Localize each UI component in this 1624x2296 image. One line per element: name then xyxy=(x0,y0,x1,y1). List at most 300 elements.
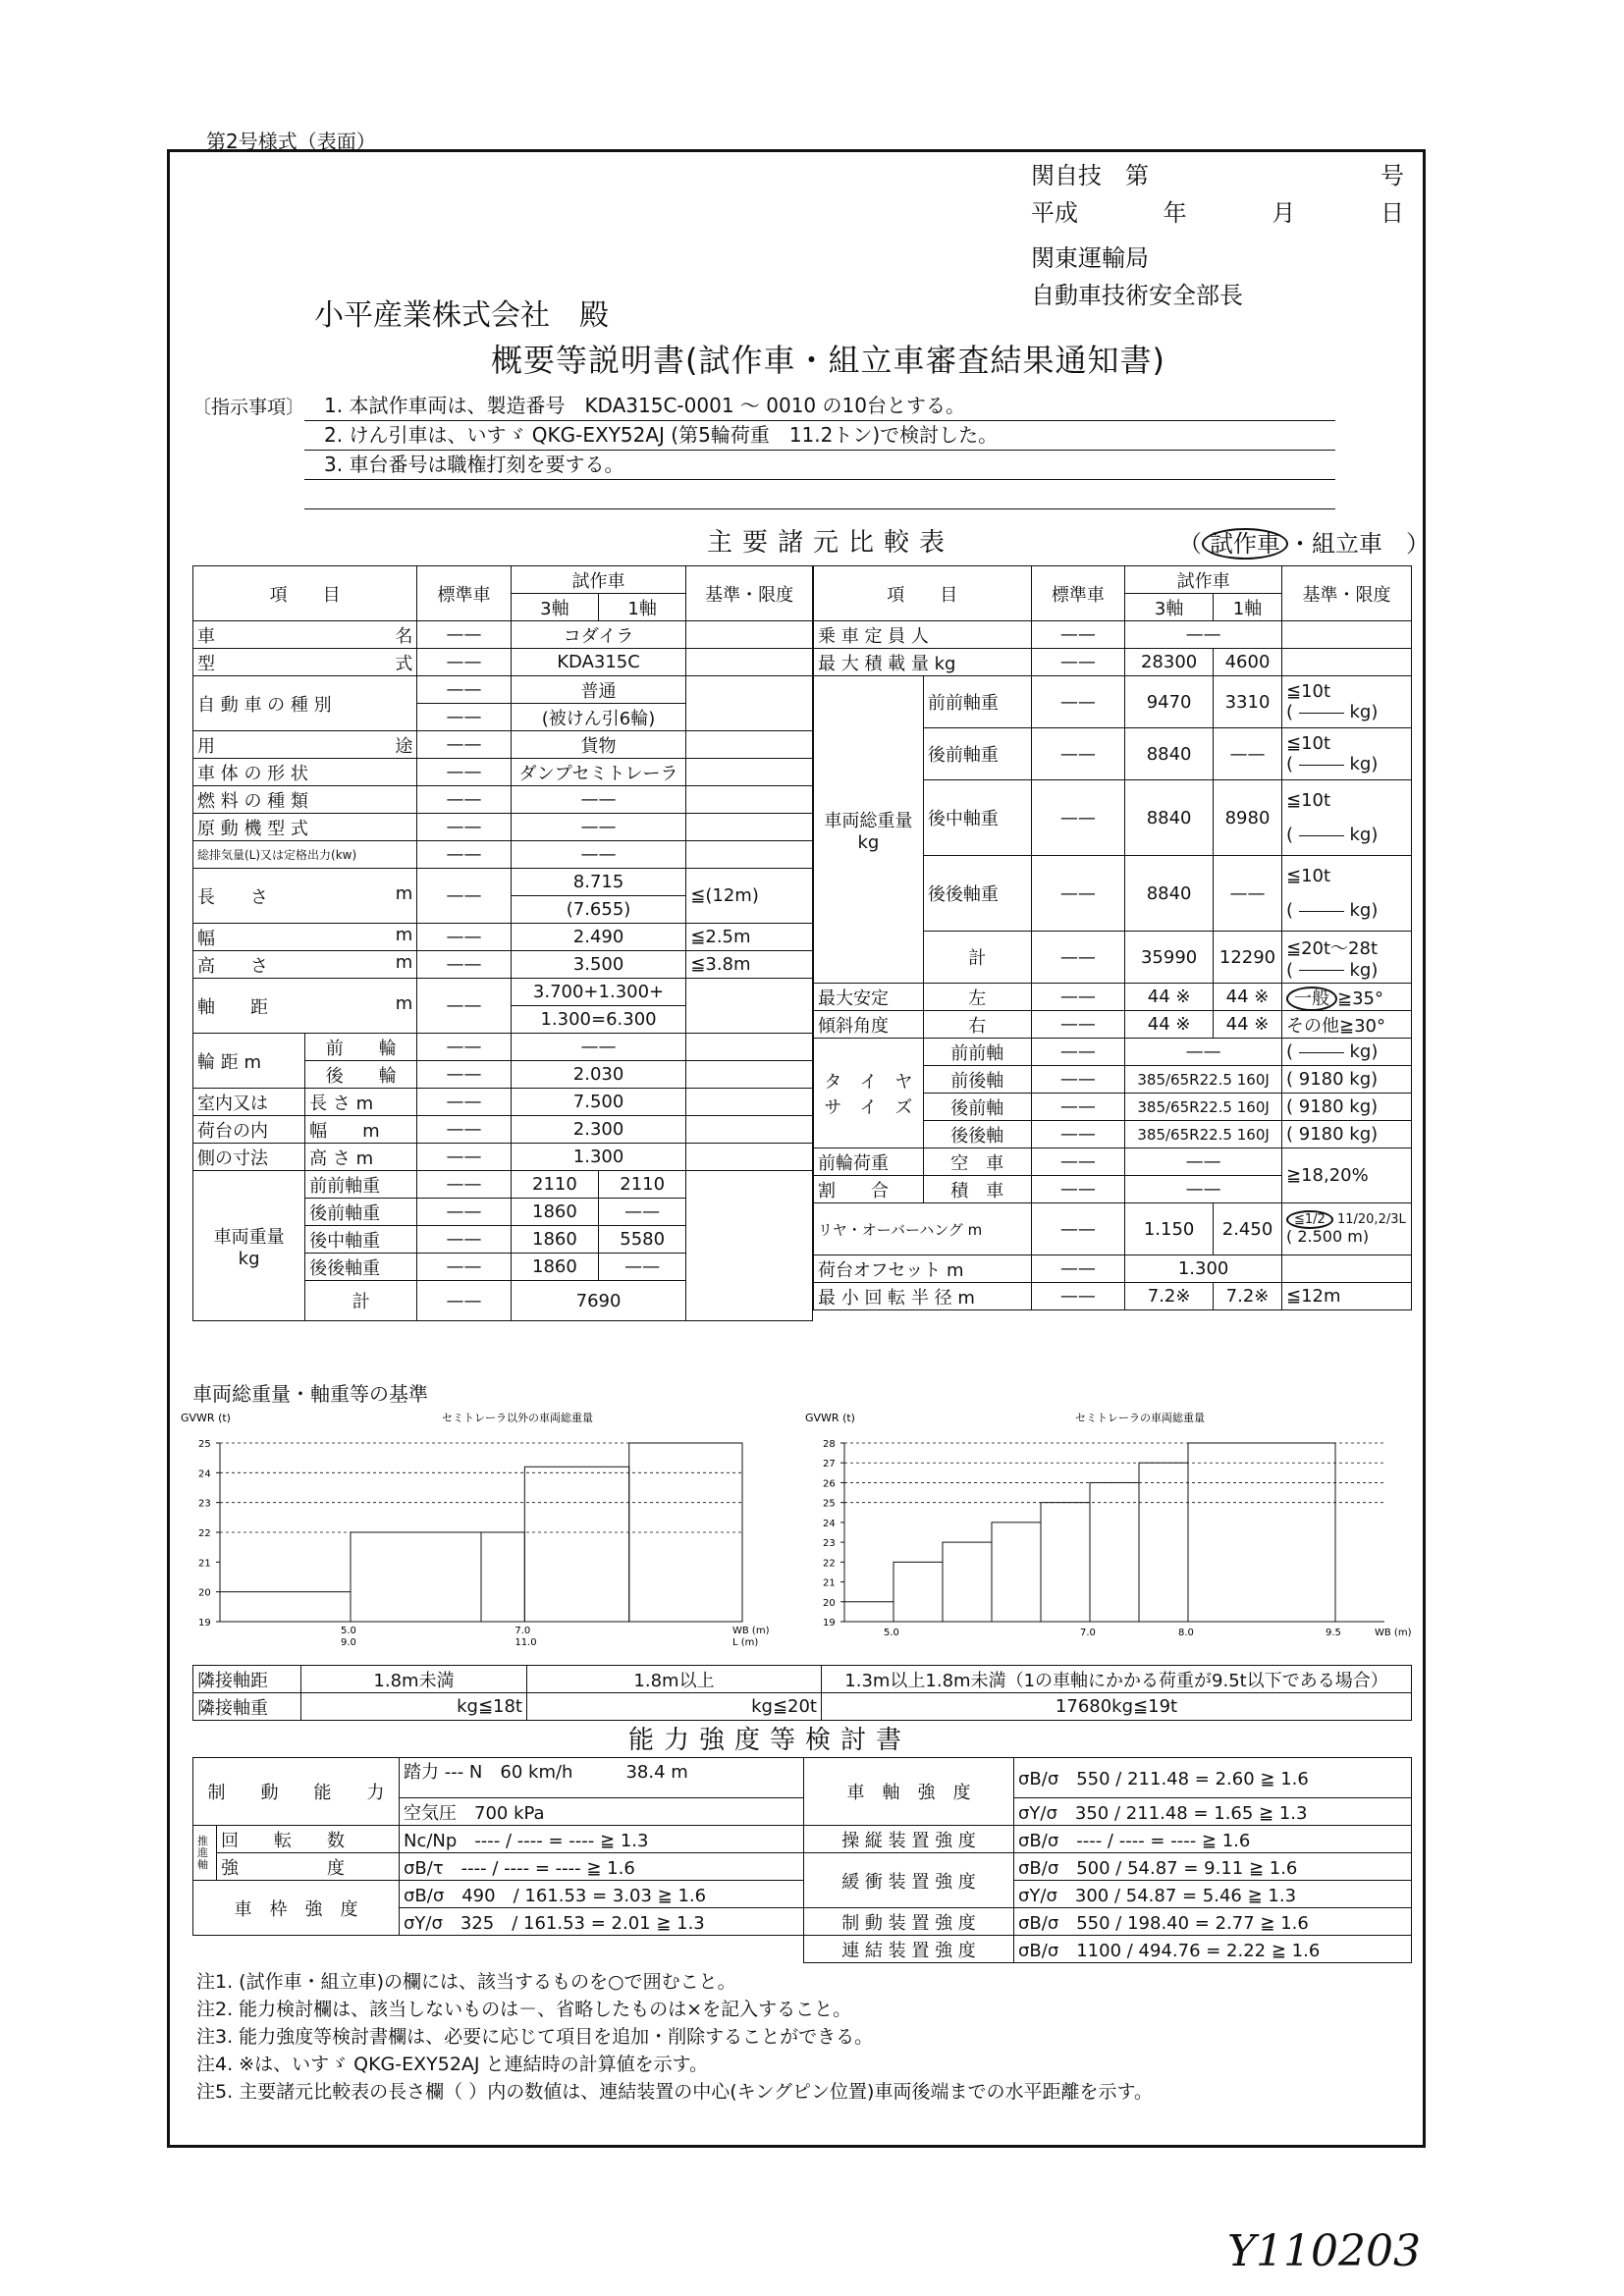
label: 車両重量 xyxy=(213,1226,285,1248)
ref-number: 関自技 第 xyxy=(1031,162,1149,189)
std: —— xyxy=(1031,1039,1125,1066)
std: —— xyxy=(1031,1066,1125,1094)
label-r: 名 xyxy=(395,625,413,647)
x-tick-label: 7.0 xyxy=(1080,1628,1096,1638)
coupler-label: 連 結 装 置 強 度 xyxy=(804,1936,1014,1963)
x-tick-label: 8.0 xyxy=(1178,1628,1194,1638)
limit-value: ≦10t xyxy=(1286,866,1331,886)
v3: 1860 xyxy=(511,1199,598,1226)
row-name xyxy=(193,621,417,649)
limit: ≦20t～28t ( kg) xyxy=(1282,932,1412,984)
limit: ≦2.5m xyxy=(686,924,813,951)
type-open: （ xyxy=(1178,530,1202,558)
row-overhang: リヤ・オーバーハング m xyxy=(814,1203,1032,1255)
h-1axle: 1軸 xyxy=(599,594,686,621)
x-tick-label: 9.0 xyxy=(341,1637,356,1648)
value: —— xyxy=(511,786,686,814)
limit-unit: kg xyxy=(1349,1041,1372,1062)
limit: ≦3.8m xyxy=(686,951,813,979)
std: —— xyxy=(417,1089,511,1116)
value: —— xyxy=(511,814,686,841)
doc-title: 概要等説明書(試作車・組立車審査結果通知書) xyxy=(491,342,1165,379)
label: 長 さ xyxy=(197,886,268,908)
bureau: 関東運輸局 xyxy=(1031,244,1149,272)
sub-label: 右 xyxy=(923,1011,1031,1039)
limit: ≧18,20% xyxy=(1282,1148,1412,1203)
value: (7.655) xyxy=(511,896,686,924)
y-tick-label: 24 xyxy=(198,1468,211,1480)
dept: 自動車技術安全部長 xyxy=(1031,282,1243,309)
y-tick-label: 22 xyxy=(198,1528,211,1539)
h-3axle: 3軸 xyxy=(1125,594,1214,621)
gvwr-chart-non-semitrailer xyxy=(181,1404,782,1649)
h-1axle: 1軸 xyxy=(1214,594,1282,621)
y-tick-label: 20 xyxy=(823,1597,836,1609)
x-tick-label: 5.0 xyxy=(341,1626,356,1636)
std: —— xyxy=(417,1199,511,1226)
std: —— xyxy=(417,814,511,841)
x-tick-label: 9.5 xyxy=(1326,1628,1341,1638)
adj-w2: kg≦20t xyxy=(527,1693,822,1721)
y-tick-label: 21 xyxy=(198,1558,211,1570)
label-r: 式 xyxy=(395,653,413,674)
type-sep: ・ xyxy=(1288,530,1312,558)
brake-value-2: 空気圧 700 kPa xyxy=(400,1798,804,1826)
y-tick-label: 19 xyxy=(198,1618,211,1629)
era: 平成 xyxy=(1031,199,1078,227)
v3: 1.150 xyxy=(1125,1203,1214,1255)
row-capacity: 乗 車 定 員 人 xyxy=(814,621,1032,649)
gvwr-step-bar xyxy=(220,1592,351,1622)
vehicle-type-selector xyxy=(1178,524,1430,559)
tilt-label-1: 最大安定 xyxy=(814,984,924,1011)
strength-label: 強 度 xyxy=(217,1853,400,1881)
value: 1.300 xyxy=(511,1144,686,1171)
limit-value: ≧35° xyxy=(1337,988,1383,1009)
value: 385/65R22.5 160J xyxy=(1125,1066,1282,1094)
std: —— xyxy=(417,841,511,869)
brake-value-1: 踏力 --- N 60 km/h 38.4 m xyxy=(400,1758,804,1798)
row-length xyxy=(193,869,417,924)
tilt-label-2: 傾斜角度 xyxy=(814,1011,924,1039)
adjacent-axle-table xyxy=(192,1665,1412,1721)
gvwr-step-bar xyxy=(1090,1482,1139,1622)
std: —— xyxy=(417,676,511,704)
std: —— xyxy=(1031,932,1125,984)
year: 年 xyxy=(1163,199,1187,227)
instruction-2: 2. けん引車は、いすゞ QKG-EXY52AJ (第5輪荷重 11.2トン)で検討した。 xyxy=(304,420,1335,451)
label: 型 xyxy=(197,653,215,674)
gvwr-chart-semitrailer xyxy=(805,1404,1414,1649)
std: —— xyxy=(1031,856,1125,932)
damper-value-2: σY/σ 300 / 54.87 = 5.46 ≧ 1.3 xyxy=(1014,1881,1412,1908)
value: 1.300 xyxy=(1125,1255,1282,1283)
room-label-1: 室内又は xyxy=(193,1089,305,1116)
limit-value: 9180 kg xyxy=(1298,1069,1372,1090)
label: 車 xyxy=(197,625,215,647)
value: —— xyxy=(511,841,686,869)
gvwr-step-bar xyxy=(992,1522,1041,1622)
damper-label: 緩 衝 装 置 強 度 xyxy=(804,1853,1014,1908)
sub-label: 後 輪 xyxy=(305,1061,417,1089)
adj-d1: 1.8m未満 xyxy=(301,1666,527,1693)
value: 1.300=6.300 xyxy=(511,1006,686,1034)
y-axis-label: GVWR (t) xyxy=(181,1412,231,1424)
value: —— xyxy=(511,1034,686,1061)
x-axis-label: WB (m) xyxy=(1375,1628,1412,1638)
sub-label: 後前軸重 xyxy=(305,1199,417,1226)
steering-value: σB/σ ---- / ---- = ---- ≧ 1.6 xyxy=(1014,1826,1412,1853)
limit xyxy=(1282,984,1412,1011)
h-item: 項 目 xyxy=(814,566,1032,621)
limit-unit: kg xyxy=(1349,900,1372,921)
adj-w1: kg≦18t xyxy=(301,1693,527,1721)
row-kind: 自 動 車 の 種 別 xyxy=(193,676,417,731)
limit-value: 9180 kg xyxy=(1298,1096,1372,1117)
std: —— xyxy=(417,1226,511,1254)
value: 3.700+1.300+ xyxy=(511,979,686,1006)
value: ダンプセミトレーラ xyxy=(511,759,686,786)
limit-value: ≦10t xyxy=(1286,790,1331,811)
v1: 5580 xyxy=(599,1226,686,1254)
sub-label: 積 車 xyxy=(923,1176,1031,1203)
y-tick-label: 24 xyxy=(823,1518,836,1529)
v3: 44 ※ xyxy=(1125,984,1214,1011)
value: KDA315C xyxy=(511,649,686,676)
sub-label: 後後軸重 xyxy=(305,1254,417,1281)
row-tire xyxy=(814,1039,924,1148)
x-axis-label-2: L (m) xyxy=(732,1637,759,1648)
sub-label: 後中軸重 xyxy=(923,780,1031,856)
value: 7.500 xyxy=(511,1089,686,1116)
row-body: 車 体 の 形 状 xyxy=(193,759,417,786)
y-tick-label: 20 xyxy=(198,1587,211,1599)
adj-dist-label: 隣接軸距 xyxy=(193,1666,301,1693)
instruction-3: 3. 車台番号は職権打刻を要する。 xyxy=(304,450,1335,480)
note-3: 注3. 能力強度等検討書欄は、必要に応じて項目を追加・削除することができる。 xyxy=(196,2026,874,2048)
note-2: 注2. 能力検討欄は、該当しないものは－、省略したものは×を記入すること。 xyxy=(196,1999,852,2020)
sub-label: 前前軸 xyxy=(923,1039,1031,1066)
damper-value-1: σB/σ 500 / 54.87 = 9.11 ≧ 1.6 xyxy=(1014,1853,1412,1881)
h-std: 標準車 xyxy=(417,566,511,621)
label: 高 さ xyxy=(197,955,268,977)
y-tick-label: 27 xyxy=(823,1459,836,1470)
rotation-value: Nc/Np ---- / ---- = ---- ≧ 1.3 xyxy=(400,1826,804,1853)
std: —— xyxy=(1031,1176,1125,1203)
row-engine: 原 動 機 型 式 xyxy=(193,814,417,841)
header-block xyxy=(1031,157,1404,314)
limit: ≦10t ( kg) xyxy=(1282,676,1412,728)
month: 月 xyxy=(1272,199,1296,227)
limit-other: その他≧30° xyxy=(1282,1011,1412,1039)
gvwr-step-bar xyxy=(1188,1443,1335,1622)
value: 2.490 xyxy=(511,924,686,951)
value: 8.715 xyxy=(511,869,686,896)
std: —— xyxy=(1031,984,1125,1011)
chart-1 xyxy=(181,1404,782,1653)
std: —— xyxy=(417,759,511,786)
v3: 7.2※ xyxy=(1125,1283,1214,1310)
std: —— xyxy=(417,1116,511,1144)
frame-label: 車 枠 強 度 xyxy=(193,1881,400,1936)
gvwr-step-bar xyxy=(1139,1463,1188,1622)
note-1: 注1. (試作車・組立車)の欄には、該当するものを○で囲むこと。 xyxy=(196,1971,736,1993)
std: —— xyxy=(417,1034,511,1061)
sub-label: 計 xyxy=(305,1281,417,1321)
h-limit: 基準・限度 xyxy=(686,566,813,621)
sub-label: 後後軸 xyxy=(923,1121,1031,1148)
v3: 8840 xyxy=(1125,728,1214,780)
form-label: 第2号様式（表面） xyxy=(206,130,376,153)
label-r: 途 xyxy=(395,735,413,757)
limit-unit: kg xyxy=(1349,754,1372,774)
label: 車両総重量 xyxy=(824,810,913,831)
h-item: 項 目 xyxy=(193,566,417,621)
type-other: 組立車 ） xyxy=(1312,530,1430,558)
sub-label: 前後軸 xyxy=(923,1066,1031,1094)
v3: 1860 xyxy=(511,1254,598,1281)
y-tick-label: 19 xyxy=(823,1618,836,1629)
std: —— xyxy=(417,1281,511,1321)
v3: 9470 xyxy=(1125,676,1214,728)
unit: m xyxy=(395,882,413,904)
h-std: 標準車 xyxy=(1031,566,1125,621)
label: 軸 距 xyxy=(197,996,268,1018)
v1: 3310 xyxy=(1214,676,1282,728)
frame-value-1: σB/σ 490 / 161.53 = 3.03 ≧ 1.6 xyxy=(400,1881,804,1908)
sub-label: 計 xyxy=(923,932,1031,984)
gvwr-step-bar xyxy=(893,1562,943,1622)
handwritten-signature: Y110203 xyxy=(1227,2226,1422,2276)
std: —— xyxy=(1031,1283,1125,1310)
strength-value: σB/τ ---- / ---- = ---- ≧ 1.6 xyxy=(400,1853,804,1881)
std: —— xyxy=(1031,1148,1125,1176)
value: 2.030 xyxy=(511,1061,686,1089)
gvwr-step-bar xyxy=(524,1467,628,1622)
chart-2 xyxy=(805,1404,1414,1653)
limit: ≦10t ( kg) xyxy=(1282,728,1412,780)
gvwr-section-title: 車両総重量・軸重等の基準 xyxy=(192,1382,428,1406)
v3: 28300 xyxy=(1125,649,1214,676)
limit-unit: kg xyxy=(1349,702,1372,722)
row-gvw xyxy=(814,676,924,984)
brake-label: 制 動 能 力 xyxy=(193,1758,400,1826)
v1: 44 ※ xyxy=(1214,1011,1282,1039)
y-tick-label: 22 xyxy=(823,1558,836,1570)
v1: 12290 xyxy=(1214,932,1282,984)
v3: 1860 xyxy=(511,1226,598,1254)
value: —— xyxy=(1125,1176,1282,1203)
axle-value-2: σY/σ 350 / 211.48 = 1.65 ≧ 1.3 xyxy=(1014,1798,1412,1826)
y-tick-label: 25 xyxy=(198,1439,211,1450)
row-max-load: 最 大 積 載 量 kg xyxy=(814,649,1032,676)
y-tick-label: 25 xyxy=(823,1498,836,1510)
strength-title: 能力強度等検討書 xyxy=(628,1726,912,1755)
row-offset: 荷台オフセット m xyxy=(814,1255,1032,1283)
unit: m xyxy=(395,951,413,973)
front-ratio-label: 前輪荷重 xyxy=(814,1148,924,1176)
label-2: サ イ ズ xyxy=(824,1096,913,1118)
label: 用 xyxy=(197,735,215,757)
note-5: 注5. 主要諸元比較表の長さ欄（ ）内の数値は、連結装置の中心(キングピン位置)車両後端までの水平距離を示す。 xyxy=(196,2081,1153,2103)
v1: 7.2※ xyxy=(1214,1283,1282,1310)
std: —— xyxy=(417,1171,511,1199)
v3: 2110 xyxy=(511,1171,598,1199)
steering-label: 操 縦 装 置 強 度 xyxy=(804,1826,1014,1853)
limit: ≦10t ( kg) xyxy=(1282,780,1412,856)
y-axis-label: GVWR (t) xyxy=(805,1412,855,1424)
std: —— xyxy=(1031,1203,1125,1255)
y-tick-label: 23 xyxy=(823,1538,836,1550)
limit: ≦(12m) xyxy=(686,869,813,924)
value: 貨物 xyxy=(511,731,686,759)
row-use xyxy=(193,731,417,759)
sub-label: 後中軸重 xyxy=(305,1226,417,1254)
value: コダイラ xyxy=(511,621,686,649)
unit: kg xyxy=(857,831,880,853)
value: 普通 xyxy=(511,676,686,704)
rotation-label: 回 転 数 xyxy=(217,1826,400,1853)
row-height xyxy=(193,951,417,979)
spec-table-right: 項 目 標準車 試作車 基準・限度 3軸 1軸 乗 車 定 員 人 —— —— 最 大 積 載 量 kg —— 28300 4600 車両総重量 kg 前前軸重 —— 9470 3310 ≦10t ( kg) 後前軸重 —— 8840 —— ≦10t ( kg) 後中軸重 —— 8840 8980 ≦10t ( kg) 後後軸重 —— 8840 —— ≦10t ( kg) 計 —— 35990 12290 ≦20t～28t ( kg) 最大安定 左 —— 44 ※ 44 ※ 一般 ≧35° 傾斜角度 右 —— 44 ※ 44 ※ その他≧30° タ イ ヤ サ イ ズ 前前軸 —— —— ( kg) 前後軸 —— 385/65R22.5 160J ( 9180 kg) 後前軸 —— 385/65R22.5 160J ( 9180 kg) 後後軸 —— 385/65R22.5 160J ( 9180 kg) 前輪荷重 空 車 —— —— ≧18,20% 割 合 積 車 —— —— リヤ・オーバーハング m —— 1.150 2.450 ≦1/2 11/20,2/3L ( 2.500 m) 荷台オフセット m —— 1.300 最 小 回 転 半 径 m —— 7.2※ 7.2※ ≦12m xyxy=(813,565,1412,1310)
v3: 8840 xyxy=(1125,856,1214,932)
sub-label: 後前軸重 xyxy=(923,728,1031,780)
std: —— xyxy=(1031,1094,1125,1121)
gvwr-step-bar xyxy=(481,1532,524,1622)
x-axis-label: WB (m) xyxy=(732,1626,770,1636)
coupler-value: σB/σ 1100 / 494.76 = 2.22 ≧ 1.6 xyxy=(1014,1936,1412,1963)
limit-value: 9180 kg xyxy=(1298,1124,1372,1145)
value: 7690 xyxy=(511,1281,686,1321)
label: タ イ ヤ xyxy=(824,1071,913,1093)
limit-a: ≦1/2 xyxy=(1286,1210,1333,1229)
limit-b: 11/20,2/3L xyxy=(1336,1212,1406,1227)
std: —— xyxy=(1031,1121,1125,1148)
brake-device-label: 制 動 装 置 強 度 xyxy=(804,1908,1014,1936)
limit-c: 2.500 xyxy=(1297,1227,1343,1246)
day: 日 xyxy=(1380,199,1404,227)
type-selected: 試作車 xyxy=(1202,528,1288,560)
value: (被けん引6輪) xyxy=(511,704,686,731)
row-tread: 輪 距 m xyxy=(193,1034,305,1089)
limit: ≦12m xyxy=(1282,1283,1412,1310)
note-4: 注4. ※は、いすゞ QKG-EXY52AJ と連結時の計算値を示す。 xyxy=(196,2054,709,2075)
addressee: 小平産業株式会社 殿 xyxy=(314,298,609,333)
sub-label: 前 輪 xyxy=(305,1034,417,1061)
spec-table-left xyxy=(192,565,813,1321)
std: —— xyxy=(417,1061,511,1089)
y-tick-label: 28 xyxy=(823,1439,836,1450)
value: —— xyxy=(1125,1148,1282,1176)
v1: —— xyxy=(1214,856,1282,932)
gvwr-step-bar xyxy=(844,1602,893,1622)
std: —— xyxy=(1031,1255,1125,1283)
std: —— xyxy=(1031,621,1125,649)
adj-d3: 1.3m以上1.8m未満（1の車軸にかかる荷重が9.5t以下である場合） xyxy=(822,1666,1412,1693)
y-tick-label: 21 xyxy=(823,1577,836,1589)
std: —— xyxy=(1031,780,1125,856)
limit-unit: kg xyxy=(1349,959,1372,981)
std: —— xyxy=(1031,649,1125,676)
sub-label: 後後軸重 xyxy=(923,856,1031,932)
sub-label: 高 さ m xyxy=(305,1144,417,1171)
row-model xyxy=(193,649,417,676)
strength-table xyxy=(192,1757,1412,1963)
v3: 8840 xyxy=(1125,780,1214,856)
std: —— xyxy=(417,649,511,676)
row-vehicle-weight xyxy=(193,1171,305,1321)
label: 幅 xyxy=(197,928,215,949)
sub-label: 左 xyxy=(923,984,1031,1011)
gvwr-step-bar xyxy=(943,1542,992,1622)
limit: ≦10t ( kg) xyxy=(1282,856,1412,932)
sub-label: 幅 m xyxy=(305,1116,417,1144)
instructions-label: 〔指示事項〕 xyxy=(192,397,305,418)
value: 2.300 xyxy=(511,1116,686,1144)
y-tick-label: 23 xyxy=(198,1498,211,1510)
adj-w3: 17680kg≦19t xyxy=(822,1693,1412,1721)
front-ratio-label-2: 割 合 xyxy=(814,1176,924,1203)
frame-value-2: σY/σ 325 / 161.53 = 2.01 ≧ 1.3 xyxy=(400,1908,804,1936)
std: —— xyxy=(1031,676,1125,728)
row-width xyxy=(193,924,417,951)
x-tick-label: 5.0 xyxy=(884,1628,899,1638)
drive-shaft-label: 推進軸 xyxy=(193,1826,217,1881)
v1: —— xyxy=(599,1199,686,1226)
std: —— xyxy=(417,786,511,814)
value: 385/65R22.5 160J xyxy=(1125,1094,1282,1121)
adj-d2: 1.8m以上 xyxy=(527,1666,822,1693)
h-proto: 試作車 xyxy=(1125,566,1282,594)
sub-label: 前前軸重 xyxy=(923,676,1031,728)
unit: m xyxy=(395,992,413,1014)
spec-table-title: 主要諸元比較表 xyxy=(707,528,955,558)
h-3axle: 3軸 xyxy=(511,594,598,621)
gvwr-step-bar xyxy=(1041,1503,1090,1622)
x-tick-label: 11.0 xyxy=(514,1637,537,1648)
limit-value: ≦10t xyxy=(1286,733,1331,754)
sub-label: 長 さ m xyxy=(305,1089,417,1116)
v3: 35990 xyxy=(1125,932,1214,984)
std: —— xyxy=(417,1254,511,1281)
chart-title: セミトレーラの車両総重量 xyxy=(1075,1412,1205,1424)
room-label-3: 側の寸法 xyxy=(193,1144,305,1171)
std: —— xyxy=(417,979,511,1034)
v1: —— xyxy=(1214,728,1282,780)
room-label-2: 荷台の内 xyxy=(193,1116,305,1144)
std: —— xyxy=(417,704,511,731)
row-fuel: 燃 料 の 種 類 xyxy=(193,786,417,814)
limit-general: 一般 xyxy=(1286,987,1337,1011)
value: 3.500 xyxy=(511,951,686,979)
limit: ≦1/2 11/20,2/3L ( 2.500 m) xyxy=(1282,1203,1412,1255)
v1: —— xyxy=(599,1254,686,1281)
row-wheelbase xyxy=(193,979,417,1034)
sub-label: 空 車 xyxy=(923,1148,1031,1176)
std: —— xyxy=(417,924,511,951)
brake-device-value: σB/σ 550 / 198.40 = 2.77 ≧ 1.6 xyxy=(1014,1908,1412,1936)
v3: 44 ※ xyxy=(1125,1011,1214,1039)
instruction-blank xyxy=(304,479,1335,509)
limit-value: ≦10t xyxy=(1286,681,1331,702)
unit: kg xyxy=(238,1248,260,1269)
h-limit: 基準・限度 xyxy=(1282,566,1412,621)
y-tick-label: 26 xyxy=(823,1478,836,1490)
value: —— xyxy=(1125,621,1282,649)
ref-suffix: 号 xyxy=(1380,162,1404,189)
instruction-1: 1. 本試作車両は、製造番号 KDA315C-0001 ～ 0010 の10台とする。 xyxy=(304,391,1335,421)
h-proto: 試作車 xyxy=(511,566,686,594)
